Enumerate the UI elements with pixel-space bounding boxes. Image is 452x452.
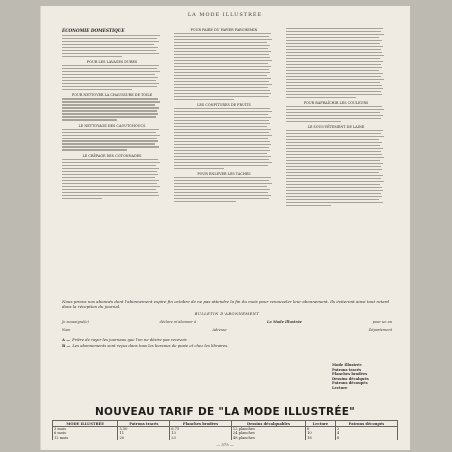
option-b-text: Les abonnements sont reçus dans tous les bureaux de poste et chez les libraires. (72, 342, 229, 348)
option-a-text: Prière de rayer les journaux que l'on ne désire pas recevoir. (72, 337, 188, 342)
publication-item: Mode Illustrée (332, 363, 362, 367)
tarif-row (53, 436, 398, 440)
right-subhead-2: LE SOUS-VÊTEMENT DE LAINE (307, 125, 365, 130)
running-title: LA MODE ILLUSTRÉE (187, 12, 263, 18)
right-text-block-1 (286, 28, 386, 98)
tarif-cell: 24 planches (231, 431, 305, 435)
publication-item: Lecture (332, 385, 348, 390)
left-subhead-3: LE NETTOYAGE DES CAOUTCHOUCS (78, 123, 146, 128)
publication-list (332, 363, 369, 391)
subscription-form-line-1 (62, 320, 392, 325)
tarif-cell: 2 (335, 427, 397, 432)
form-field-label: La Mode Illustrée (267, 320, 302, 324)
page-number: — 375 — (216, 442, 234, 447)
left-subhead-4: LE CRÊPAGE DES COTONNADES (82, 153, 142, 158)
middle-text-block-2 (174, 108, 274, 169)
tarif-cell: 20 (118, 436, 170, 440)
tarif-cell: 48 planches (231, 436, 305, 440)
option-b (62, 343, 312, 349)
middle-text-block-1 (174, 33, 274, 100)
left-subhead-1: POUR LES LAVAGES DURES (86, 60, 138, 65)
tarif-cell: 3 mois (53, 427, 118, 432)
tarif-cell: 18 (306, 436, 336, 440)
subscription-section (62, 299, 392, 348)
tarif-cell: 11 (118, 431, 170, 435)
tarif-cell: 5.50 (118, 427, 170, 432)
form-field-label: Adresse (212, 328, 227, 332)
tarif-col-header: MODE ILLUSTRÉE (53, 421, 118, 427)
form-field-label: pour un an (372, 320, 392, 324)
right-column (286, 28, 386, 206)
right-text-block-2 (286, 106, 386, 122)
tarif-cell: 6.75 (170, 427, 232, 432)
publication-item: Dessins décalqués (332, 376, 369, 381)
middle-subhead-1: POUR FAIRE DU PAPIER PARCHEMIN (190, 28, 258, 32)
form-field-label: Nom (62, 328, 71, 332)
middle-text-block-3 (174, 177, 274, 202)
publication-item: Patrons tracés (332, 367, 362, 372)
tarif-title: NOUVEAU TARIF DE "LA MODE ILLUSTRÉE" (94, 406, 356, 418)
tarif-cell: 4 (335, 431, 397, 435)
right-text-block-3 (286, 130, 386, 206)
subscription-form-title: BULLETIN D'ABONNEMENT (194, 312, 260, 316)
left-text-block-2 (62, 65, 162, 90)
left-subhead-2: POUR NETTOYER LA CHAUSSURE DE TOILE (71, 93, 153, 98)
tarif-cell: 13 (170, 431, 232, 435)
right-subhead-1: POUR RAFRAÎCHIR LES COULEURS (303, 100, 369, 105)
tarif-col-header: Patrons découpés (335, 421, 397, 427)
publication-item: Patrons découpés (332, 381, 368, 386)
tarif-col-header: Dessins décalquables (231, 421, 305, 427)
form-field-label: déclare m'abonner à (159, 320, 197, 324)
subscription-form-line-2 (62, 328, 392, 333)
left-text-block-5 (62, 159, 162, 199)
middle-column (174, 28, 274, 202)
tarif-cell: 12 planches (231, 427, 305, 432)
tarif-table (52, 420, 398, 440)
left-column-heading: ÉCONOMIE DOMESTIQUE (62, 28, 125, 33)
form-field-label: Je soussigné(e) (62, 320, 89, 324)
tarif-col-header: Patrons tracés (118, 421, 170, 427)
option-a-label: A — (62, 337, 71, 342)
tarif-col-header: Lecture (306, 421, 336, 427)
magazine-page (40, 6, 410, 450)
tarif-cell: 6 mois (53, 431, 118, 435)
left-column (62, 28, 162, 199)
tarif-cell: 23 (170, 436, 232, 440)
tarif-cell: 12 mois (53, 436, 118, 440)
middle-subhead-3: POUR ENLEVER LES TACHES (197, 171, 251, 176)
form-field-label: Département (368, 328, 392, 332)
tarif-cell: 6 (306, 427, 336, 432)
left-text-block-1 (62, 35, 162, 57)
left-text-block-4 (62, 129, 162, 151)
subscription-intro: Nous prions nos abonnés dont l'abonnement expire fin octobre de ne pas attendre la fin du mois pour renouveler leur abonnement. Ils éviteront ainsi tout retard dans la réception du journal. (62, 299, 390, 309)
subscription-options (62, 337, 392, 348)
tarif-cell: 8 (335, 436, 397, 440)
tarif-col-header: Planches brodées (170, 421, 232, 427)
middle-subhead-2: LES CONFITURES DE FRUITS (197, 102, 251, 107)
publication-item: Planches brodées (332, 372, 368, 377)
tarif-cell: 10 (306, 431, 336, 435)
left-text-block-3 (62, 98, 162, 120)
option-b-label: B — (62, 342, 71, 348)
